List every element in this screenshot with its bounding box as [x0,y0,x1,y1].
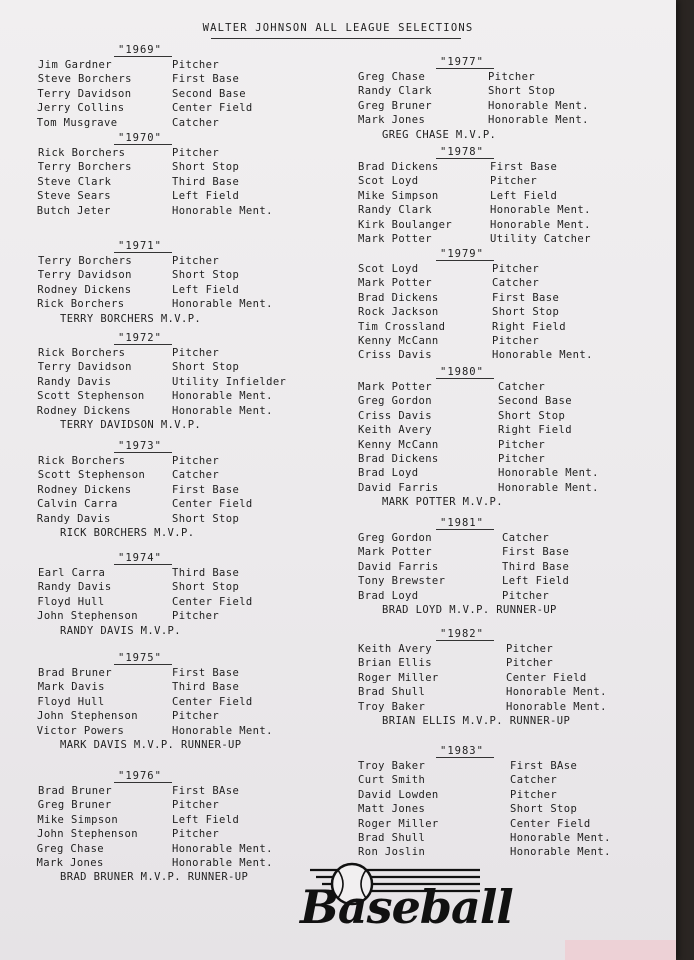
player-position: Center Field [506,671,587,684]
player-name: Roger Miller [358,817,439,830]
player-position: Right Field [498,424,572,437]
player-position: Third Base [502,560,570,573]
year-underline [114,252,172,253]
mvp-line: MARK POTTER M.V.P. [382,496,503,509]
player-name: Greg Chase [358,71,426,83]
year-underline [114,782,172,783]
player-name: Terry Davidson [37,361,132,374]
player-position: Honorable Ment. [510,832,611,844]
player-position: Pitcher [490,175,538,188]
player-position: Left Field [172,283,240,296]
year-heading: "1969" [118,44,162,56]
player-position: Pitcher [172,799,220,812]
player-position: First Base [502,546,570,559]
player-name: Greg Gordon [358,532,432,544]
player-name: Rick Borchers [38,347,126,359]
player-position: Utility Catcher [490,233,591,245]
player-position: Honorable Ment. [492,349,593,362]
year-heading: "1971" [118,240,162,252]
player-position: First Base [172,483,240,496]
player-position: Pitcher [172,710,220,723]
player-name: Victor Powers [36,724,125,737]
player-position: Honorable Ment. [510,846,611,859]
year-heading: "1978" [440,146,484,158]
player-position: Pitcher [172,455,220,467]
player-position: Honorable Ment. [506,700,607,713]
player-name: Tom Musgrave [36,116,118,129]
player-name: Mike Simpson [358,189,439,202]
player-name: Matt Jones [358,803,426,816]
player-position: Left Field [502,575,570,588]
player-name: Earl Carra [38,567,106,579]
player-position: Third Base [172,567,240,579]
player-position: Left Field [172,813,240,826]
player-position: Short Stop [172,361,240,374]
player-position: Center Field [172,102,253,115]
year-heading: "1974" [118,552,162,564]
player-name: Floyd Hull [37,595,105,608]
year-underline [436,640,494,641]
player-name: Terry Borchers [38,255,133,267]
player-name: John Stephenson [37,710,138,723]
player-name: Brad Loyd [358,467,419,480]
player-position: Honorable Ment. [172,390,273,403]
player-name: Rick Borchers [38,147,126,159]
player-position: Honorable Ment. [172,724,273,737]
player-name: Greg Gordon [358,395,432,408]
player-position: Pitcher [492,263,540,275]
player-name: Scot Loyd [358,175,419,188]
player-name: Ron Joslin [358,846,426,859]
player-position: Center Field [172,498,253,511]
player-name: Randy Davis [36,512,111,525]
player-name: Criss Davis [358,349,432,362]
player-position: Pitcher [510,788,558,801]
player-position: Third Base [172,681,240,694]
player-name: Brad Dickens [358,161,439,173]
year-heading: "1976" [118,770,162,782]
year-heading: "1982" [440,628,484,640]
player-name: Brad Bruner [38,785,112,797]
player-position: Second Base [498,395,572,408]
player-name: Brad Shull [358,686,426,699]
player-name: Steve Clark [37,175,112,188]
player-position: Catcher [502,532,550,544]
player-name: David Farris [358,560,439,573]
player-name: Steve Borchers [37,73,132,86]
mvp-line: TERRY BORCHERS M.V.P. [60,312,202,325]
player-name: Terry Davidson [37,269,132,282]
player-name: Troy Baker [358,700,426,713]
player-name: Greg Bruner [37,799,112,812]
player-position: Right Field [492,320,566,333]
mvp-line: GREG CHASE M.V.P. [382,128,497,141]
player-name: Brian Ellis [358,657,432,670]
player-name: Rick Borchers [38,455,126,467]
player-name: Mike Simpson [37,813,119,826]
player-position: Honorable Ment. [490,204,591,217]
player-name: Greg Chase [36,842,105,855]
player-name: Rodney Dickens [37,283,132,296]
year-underline [436,529,494,530]
player-name: Mark Potter [358,233,432,245]
player-position: Honorable Ment. [506,686,607,699]
player-position: Short Stop [492,306,560,319]
player-name: Rock Jackson [358,306,439,319]
player-name: Steve Sears [37,190,112,203]
player-name: Mark Jones [36,857,104,869]
player-position: Center Field [172,695,253,708]
player-position: Center Field [510,817,591,830]
player-position: Honorable Ment. [488,114,589,127]
player-name: Tim Crossland [358,320,446,333]
player-name: Jerry Collins [37,102,125,115]
player-position: Catcher [492,277,540,290]
player-name: Keith Avery [358,643,432,655]
player-name: Keith Avery [358,424,432,437]
player-name: Kenny McCann [358,335,439,347]
mvp-line: TERRY DAVIDSON M.V.P. [60,419,202,431]
player-position: Second Base [172,87,246,100]
year-heading: "1973" [118,440,162,452]
player-name: Terry Davidson [37,87,132,100]
player-position: Honorable Ment. [172,404,273,417]
player-position: Catcher [172,116,220,129]
player-position: Pitcher [498,438,546,451]
player-name: Criss Davis [358,409,432,422]
player-name: Greg Bruner [358,99,432,112]
player-position: First Base [490,161,558,173]
player-position: Honorable Ment. [488,99,589,112]
player-name: Rick Borchers [37,298,125,311]
player-position: First BAse [510,760,578,772]
player-position: Short Stop [172,161,240,174]
player-name: Brad Dickens [358,453,439,465]
player-name: Mark Jones [358,114,426,127]
player-position: Catcher [498,381,546,393]
player-name: Mark Potter [358,277,432,290]
player-name: Calvin Carra [37,498,118,511]
player-name: Randy Davis [37,581,112,594]
year-underline [114,664,172,665]
year-underline [436,158,494,159]
player-position: First Base [172,667,240,679]
page-title: WALTER JOHNSON ALL LEAGUE SELECTIONS [202,22,474,34]
player-position: Pitcher [172,347,220,359]
player-name: Brad Loyd [358,589,419,602]
player-position: Pitcher [172,59,220,71]
player-name: Floyd Hull [37,695,105,708]
player-position: Short Stop [498,409,566,422]
player-name: David Farris [358,481,439,494]
year-heading: "1972" [118,332,162,344]
player-name: Brad Bruner [38,667,112,679]
year-underline [114,144,172,145]
player-position: Left Field [172,190,240,203]
mvp-line: RICK BORCHERS M.V.P. [60,527,195,539]
player-position: Catcher [510,774,558,787]
player-position: Honorable Ment. [172,842,273,855]
mvp-line: RANDY DAVIS M.V.P. [60,624,181,637]
player-name: Mark Potter [358,381,432,393]
player-position: Short Stop [172,269,240,282]
player-position: Honorable Ment. [172,298,273,311]
player-position: Pitcher [492,335,540,347]
player-position: First Base [492,291,560,304]
year-heading: "1980" [440,366,484,378]
year-heading: "1975" [118,652,162,664]
player-position: Third Base [172,175,240,188]
player-name: Butch Jeter [36,204,111,217]
player-name: Brad Dickens [358,291,439,304]
mvp-line: BRAD BRUNER M.V.P. RUNNER-UP [60,871,249,884]
player-position: Short Stop [172,512,240,525]
title-underline [211,38,461,39]
player-name: Rodney Dickens [36,404,131,417]
player-position: Pitcher [172,610,220,623]
player-name: Kenny McCann [358,438,439,451]
year-underline [114,344,172,345]
player-name: Randy Davis [37,375,112,388]
year-underline [436,68,494,69]
player-position: Catcher [172,469,220,482]
player-position: Honorable Ment. [172,857,273,869]
player-position: Honorable Ment. [498,467,599,480]
player-name: Troy Baker [358,760,426,772]
player-position: Pitcher [488,71,536,83]
player-position: Pitcher [506,657,554,670]
player-name: Scott Stephenson [37,469,146,482]
player-position: Pitcher [498,453,546,465]
player-name: Randy Clark [358,85,432,98]
player-position: Pitcher [172,147,220,159]
player-name: Kirk Boulanger [358,218,453,231]
player-position: Left Field [490,189,558,202]
player-position: Short Stop [510,803,578,816]
player-position: Pitcher [502,589,550,602]
year-heading: "1970" [118,132,162,144]
background-pink-paper [565,940,676,960]
player-position: Pitcher [172,828,220,841]
mvp-line: BRIAN ELLIS M.V.P. RUNNER-UP [382,715,571,727]
player-name: John Stephenson [37,828,138,841]
year-underline [114,56,172,57]
player-name: David Lowden [358,788,439,801]
player-position: Honorable Ment. [172,204,273,217]
player-position: Short Stop [172,581,240,594]
player-position: First BAse [172,785,240,797]
player-name: Scot Loyd [358,263,419,275]
baseball-logo-text: Baseball [300,880,513,934]
player-position: Utility Infielder [172,375,287,388]
player-name: Roger Miller [358,671,439,684]
player-position: First Base [172,73,240,86]
player-name: John Stephenson [37,610,138,623]
mvp-line: MARK DAVIS M.V.P. RUNNER-UP [60,739,242,751]
player-position: Center Field [172,595,253,608]
year-underline [436,260,494,261]
player-name: Scott Stephenson [37,390,145,403]
year-underline [436,757,494,758]
player-name: Jim Gardner [38,59,112,71]
player-name: Terry Borchers [37,161,132,174]
year-heading: "1979" [440,248,484,260]
player-name: Randy Clark [358,204,432,217]
player-position: Honorable Ment. [490,218,591,231]
player-position: Pitcher [506,643,554,655]
year-heading: "1977" [440,56,484,68]
player-name: Tony Brewster [358,575,446,588]
player-position: Short Stop [488,85,556,98]
year-underline [436,378,494,379]
year-underline [114,564,172,565]
player-name: Curt Smith [358,774,426,787]
year-heading: "1981" [440,517,484,529]
player-name: Mark Davis [37,681,105,694]
player-name: Brad Shull [358,832,426,844]
player-name: Rodney Dickens [37,483,132,496]
year-underline [114,452,172,453]
player-position: Pitcher [172,255,220,267]
mvp-line: BRAD LOYD M.V.P. RUNNER-UP [382,604,557,616]
year-heading: "1983" [440,745,484,757]
player-name: Mark Potter [358,546,432,559]
player-position: Honorable Ment. [498,481,599,494]
